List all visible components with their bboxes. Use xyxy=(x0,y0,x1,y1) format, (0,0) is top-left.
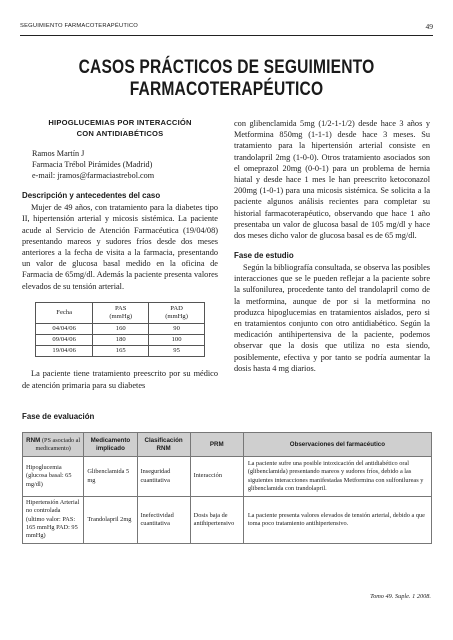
left-column xyxy=(22,118,218,391)
description-paragraph: Mujer de 49 años, con tratamiento para la diabetes tipo II, hipertensión arterial y micosis sistémica. La paciente acude al Servicio de Atención Farmacéutica (19/04/08) presentando mareos y sudores fríos desde dos meses anteriores a la fecha de visita a la farmacia, presentando un valor de glucosa basal medido en la oficina de Farmacia de 65mg/dl. Además la paciente presenta valores elevados de su tensión arterial. xyxy=(22,203,218,291)
right-column xyxy=(234,118,430,374)
cell-pad: 95 xyxy=(149,346,205,357)
header-medicamento: Medicamento implicado xyxy=(84,433,137,457)
header-pad-unit: (mmHg) xyxy=(165,312,188,320)
footer-citation: Tomo 49. Suple. 1 2008. xyxy=(370,593,431,600)
cell-pas: 160 xyxy=(93,323,149,334)
author-email: e-mail: jramos@farmaciastrebol.com xyxy=(32,170,155,180)
section-heading-description: Descripción y antecedentes del caso xyxy=(22,191,161,201)
cell-pad: 100 xyxy=(149,335,205,346)
cell-medicamento: Trandolapril 2mg xyxy=(84,497,137,543)
article-title-line-2: CON ANTIDIABÉTICOS xyxy=(76,128,164,138)
cell-rnm: Hipertensión Arterial no controlada (ultimo valor: PAS: 165 mmHg PAD: 95 mmHg) xyxy=(23,497,84,543)
cell-medicamento: Glibenclamida 5 mg xyxy=(84,457,137,497)
treatment-paragraph: La paciente tiene tratamiento preescrito por su médico de atención primaria para su diabetes xyxy=(22,369,218,390)
article-title-line-1: HIPOGLUCEMIAS POR INTERACCIÓN xyxy=(48,118,192,127)
cell-fecha: 19/04/06 xyxy=(36,346,93,357)
header-prm: PRM xyxy=(190,433,243,457)
header-rnm xyxy=(23,433,84,457)
header-pad-label: PAD xyxy=(170,304,183,312)
cell-pas: 165 xyxy=(93,346,149,357)
cell-fecha: 09/04/06 xyxy=(36,335,93,346)
cell-observaciones: La paciente presenta valores elevados de tensión arterial, debido a que toma poco tratamiento antihipertensivo. xyxy=(243,497,431,543)
cell-prm: Interacción xyxy=(190,457,243,497)
table-row xyxy=(23,457,432,497)
author-block xyxy=(22,149,218,181)
cell-pad: 90 xyxy=(149,323,205,334)
header-rule xyxy=(20,35,433,36)
page-title-line-2: FARMACOTERAPÉUTICO xyxy=(129,78,324,100)
header-fecha: Fecha xyxy=(36,302,93,323)
cell-observaciones: La paciente sufre una posible intoxicación del antidiabético oral (glibenclamida) presentando mareos y sudores fríos, debido a las siguientes interacciones manifestadas Metformina con sulfonilureas y glibenclamida con trandolapril. xyxy=(243,457,431,497)
header-pas-unit: (mmHg) xyxy=(109,312,133,320)
page-title xyxy=(61,56,391,100)
study-paragraph: Según la bibliografía consultada, se observa las posibles interacciones que se le pueden reflejar a la paciente sobre la sulfonilurea, procedente tanto del trandolapril como de la metformina, aunque de por si la metformina no produzca hipoglucemias en tratamientos aislados, pero si en tratamientos conjunto con otro antidiabético. Según la medicación antihipertensiva de la paciente, podemos observar que la dosis que utiliza no esta siendo, posiblemente, efectiva y por tanto se podría aumentar la dosis hasta 4 mg diarios. xyxy=(234,263,430,373)
cell-fecha: 04/04/06 xyxy=(36,323,93,334)
header-observaciones: Observaciones del farmacéutico xyxy=(243,433,431,457)
cell-clasificacion: Inseguridad cuantitativa xyxy=(137,457,190,497)
cell-pas: 180 xyxy=(93,335,149,346)
header-rnm-label: RNM xyxy=(26,436,41,444)
table-header-row xyxy=(23,433,432,457)
table-row xyxy=(23,497,432,543)
table-row xyxy=(36,335,205,346)
author-name: Ramos Martín J xyxy=(32,149,85,158)
table-row xyxy=(36,323,205,334)
header-pad xyxy=(149,302,205,323)
running-head xyxy=(20,23,433,35)
section-heading-study: Fase de estudio xyxy=(234,251,294,261)
header-rnm-sub: (PS asociado al medicamento) xyxy=(35,436,81,452)
cell-rnm: Hipoglucemia (glucosa basal: 65 mg/dl) xyxy=(23,457,84,497)
author-affiliation: Farmacia Trébol Pirámides (Madrid) xyxy=(32,159,153,169)
header-clasificacion: Clasificación RNM xyxy=(137,433,190,457)
page-title-line-1: CASOS PRÁCTICOS DE SEGUIMIENTO xyxy=(78,56,375,78)
table-header-row xyxy=(36,302,205,323)
article-title xyxy=(22,118,218,139)
cell-clasificacion: Inefectividad cuantitativa xyxy=(137,497,190,543)
table-row xyxy=(36,346,205,357)
cell-prm: Dosis baja de antihipertensivo xyxy=(190,497,243,543)
page-number: 49 xyxy=(425,22,433,31)
section-heading-evaluation: Fase de evaluación xyxy=(22,412,95,421)
evaluation-table xyxy=(22,432,432,544)
blood-pressure-table xyxy=(35,302,205,358)
header-pas-label: PAS xyxy=(114,304,127,312)
treatment-continued-paragraph: con glibenclamida 5mg (1/2-1-1/2) desde hace 3 años y Metformina 850mg (1-1-1) desde hace 3 meses. Su tratamiento para la hipertensión arterial consiste en trandolapril 2mg (1-0-0). Otros tratamiento asociados son el omeprazol 20mg (0-0-1) para un problema de hernia hiatal y desde hace 1 mes le han preescrito ketoconazol 200mg (1-0-1) para una micosis sistémica. Se solicita a la paciente algunos análisis recientes para completar su historial farmacoterapéutico, observando que hace 1 año presentaba un valor de glucosa basal de 105 mg/dl y hace dos meses dicho valor de glucosa basal es de 65 mg/dl. xyxy=(234,119,430,241)
header-pas xyxy=(93,302,149,323)
running-title: SEGUIMIENTO FARMACOTERAPÉUTICO xyxy=(20,23,138,29)
